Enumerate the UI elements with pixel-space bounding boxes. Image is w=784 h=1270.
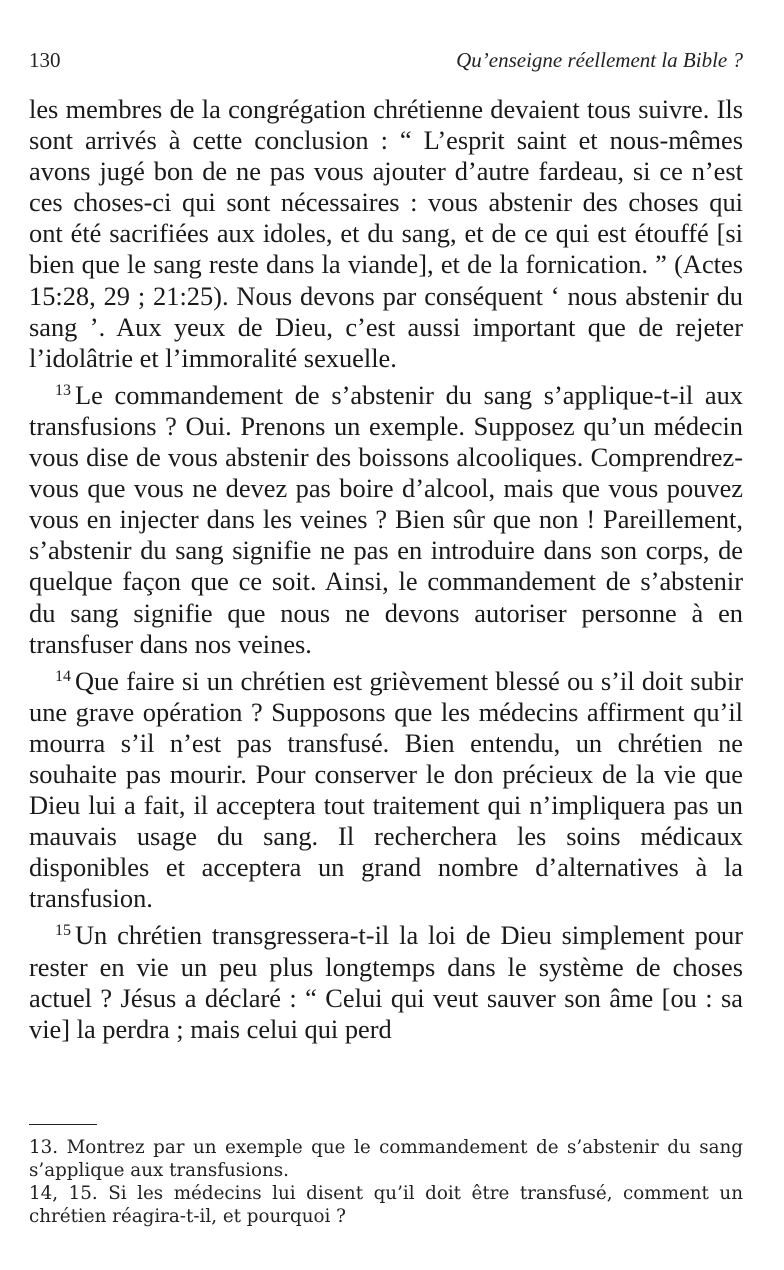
paragraph-14 (29, 666, 743, 915)
body-text (29, 94, 743, 1045)
footnote-divider (29, 1124, 97, 1125)
footnotes (29, 1136, 743, 1228)
paragraph-text: Le commandement de s’abstenir du sang s’applique-t-il aux transfusions ? Oui. Prenons un exemple. Supposez qu’un médecin vous dise de vous abstenir des boissons alcooliques. Comprendrez-vous que vous ne devez pas boire d’alcool, mais que vous pouvez vous en injecter dans les veines ? Bien sûr que non ! Pareillement, s’abstenir du sang signifie ne pas en introduire dans son corps, de quelque façon que ce soit. Ainsi, le commandement de s’abstenir du sang signifie que nous ne devons autoriser personne à en transfuser dans nos veines. (29, 379, 743, 659)
paragraph-number: 13 (55, 381, 71, 399)
running-title: Qu’enseigne réellement la Bible ? (456, 48, 743, 72)
paragraph-number: 15 (55, 922, 71, 940)
running-head (29, 48, 743, 74)
paragraph-15 (29, 920, 743, 1044)
paragraph-text: les membres de la congrégation chrétienne devaient tous suivre. Ils sont arrivés à cette conclusion : “ L’esprit saint et nous-mêmes avons jugé bon de ne pas vous ajouter d’autre fardeau, si ce n’est ces choses-ci qui sont nécessaires : vous abstenir des choses qui ont été sacrifiées aux idoles, et du sang, et de ce qui est étouffé [si bien que le sang reste dans la viande], et de la fornication. ” (Actes 15:28, 29 ; 21:25). Nous devons par conséquent ‘ nous abstenir du sang ’. Aux yeux de Dieu, c’est aussi important que de rejeter l’idolâtrie et l’immoralité sexuelle. (29, 94, 743, 373)
paragraph-text: Un chrétien transgressera-t-il la loi de Dieu simplement pour rester en vie un peu plus longtemps dans le système de choses actuel ? Jésus a déclaré : “ Celui qui veut sauver son âme [ou : sa vie] la perdra ; mais celui qui perd (29, 920, 743, 1044)
paragraph-13 (29, 380, 743, 660)
footnote-13: 13. Montrez par un exemple que le commandement de s’abstenir du sang s’applique aux transfusions. (29, 1137, 743, 1181)
paragraph-number: 14 (55, 667, 71, 685)
paragraph-continuation (29, 94, 743, 374)
paragraph-text: Que faire si un chrétien est grièvement blessé ou s’il doit subir une grave opération ? Supposons que les médecins affirment qu’il mourra s’il n’est pas transfusé. Bien entendu, un chrétien ne souhaite pas mourir. Pour conserver le don précieux de la vie que Dieu lui a fait, il acceptera tout traitement qui n’impliquera pas un mauvais usage du sang. Il recherchera les soins médicaux disponibles et acceptera un grand nombre d’alternatives à la transfusion. (29, 665, 743, 914)
footnote-14-15: 14, 15. Si les médecins lui disent qu’il doit être transfusé, comment un chrétien réagira-t-il, et pourquoi ? (29, 1183, 743, 1227)
page-number: 130 (29, 48, 61, 72)
